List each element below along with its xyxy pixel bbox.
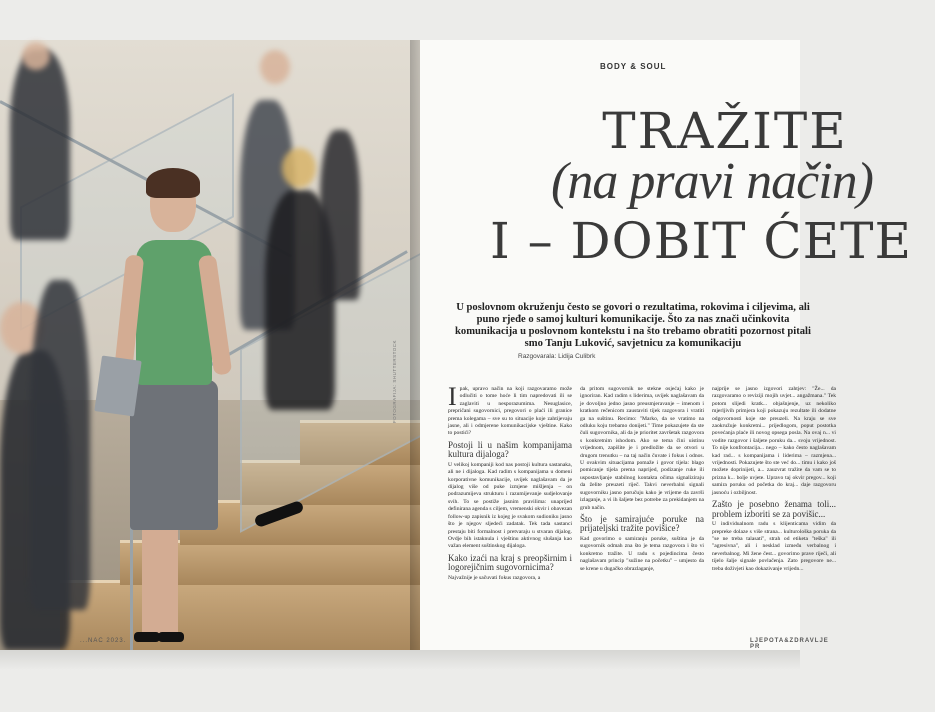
woman-shoe xyxy=(134,632,160,642)
page-footer-right: LJEPOTA&ZDRAVLJE PR xyxy=(750,638,829,650)
blurred-head xyxy=(22,42,50,70)
question-heading: Kako izaći na kraj s preopširnim i logorejičnim sugovornicima? xyxy=(448,552,572,573)
headline-line-2: (na pravi način) xyxy=(551,153,873,210)
blurred-person xyxy=(30,280,90,610)
woman-legs xyxy=(142,520,178,640)
paragraph: da pritom sugovornik ne stekne osjećaj kako je ignoriran. Kad radim s liderima, uvijek naglašavam da je dovoljno jedno jasno preusmjeravanje – imenom i kratkom rečenicom zaustaviti tijek razgovora i vratiti ga na suštinu. Recimo: "Marko, da se vratimo na odluku koju trebamo donijeti." Time pokazujete da ste čuli sugovornika, ali da je prioritet završetak razgovora s konkretnim ishodom. Ako se tema čini uistinu vrijednom, zapišite je i predložite da se otvori u drugom trenutku – na taj način čuvate i fokus i odnos. U ovakvim situacijama pomaže i govor tijela: blago pomicanje tijela prema naprijed, podizanje ruke ili uspostavljanje stabilnog kontakta očima signaliziraju da želite preuzeti riječ. Takvi neverbalni signali sugovorniku jasno poručuju kako je vrijeme da završi izlaganje, a vi ih šaljete bez potrebe za prekidanjem na grub način. xyxy=(580,386,704,511)
paragraph: pak, upravo način na koji razgovaramo može odlučiti o tome hoće li tim napredovati ili se zaglaviti u nesporazumima. Nesuglasice, prepričani sugovornici, pregovori o plaći ili granice prema kolegama – sve su to situacije koje zahtijevaju jasne, ali i odmjerene komunikacijske vještine. Kako to postići? xyxy=(448,386,572,437)
blurred-head xyxy=(260,50,290,84)
paragraph: najprije se jasno izgovori zahtjev: "Že... da razgovaramo o reviziji mojih uvjet... angažmana." Tek potom slijedi kratk... objašnjenje, uz nekoliko mjerljivih primjera koji pokazuju rezultate ili dodatne odgovornosti koje ste preuzeli. Na kraju se sve zaokružuje konkretni... prijedlogom, poput postotka povećanja plaće ili novog opsega posla. Na ovaj n... vi vodite razgovor i šaljete poruku da... svoju vrijednost. To nije konfrontacija... nego – kako često naglašavam kad rad... s kompanijama i liderima – razmjena... vrijednosti. Pokazujete što ste već do... timu i kako još možete doprinijeti, a... zauzvrat tražite da vam se to prizna k... bolje uvjete. Upravo taj okvir pregov... koji samira poruku od početka do kraj... daje razgovoru jasnoću i ozbiljnost. xyxy=(712,386,836,496)
paragraph: Najvažnije je sačuvati fokus razgovora, a xyxy=(448,574,541,581)
paragraph: U velikoj kompaniji kod nas postoji kultura sastanaka, ali ne i dijaloga. Kad radim s kompanijama u domeni korporativne komunikacije, uvijek naglašavam da je dijalog više od puke izmjene mišljenja – on podrazumijeva strukturu i razumijevanje sudjelovanje svih. To se postiže jasnim pravilima: unaprijed definirana agenda s ciljem, vremenski okvir i obavezan follow-up zapisnik iz kojeg je svakom sudioniku jasno što je njegov sljedeći zadatak. Tek tada sastanci prestaju biti formalnost i pretvaraju u stvaran dijalog. Ovdje bih istaknula i vještinu aktivnog slušanja kao važan element suštinskog dijaloga. xyxy=(448,461,572,550)
blurred-head xyxy=(282,148,316,188)
magazine-spread xyxy=(0,40,912,650)
woman-shoe xyxy=(158,632,184,642)
photo-page xyxy=(0,40,420,650)
article-column-3 xyxy=(712,386,836,576)
question-heading: Zašto je posebno ženama toli... problem izboriti se za povišic... xyxy=(712,499,836,519)
paragraph: U individualnom radu s klijenticama vidim da prepreke dolaze s više strana... kulturološka poruka da "se ne treba talasati", strah od etiketa "teška" ili "agresivna", ali i nesklad između verbalnog i neverbalnog. Mi žene čest... govorimo prave riječi, ali tijelo šalje signale povlačenja. Zato pregovore ne... treba doživjeti kao dokazivanje vrijedn... xyxy=(712,521,836,572)
blurred-person xyxy=(320,130,360,300)
article-column-1 xyxy=(448,382,572,585)
byline: Razgovarala: Lidija Culibrk xyxy=(518,353,596,360)
headline-line-1: TRAŽITE xyxy=(602,102,848,160)
woman-skirt xyxy=(130,380,218,530)
section-label: BODY & SOUL xyxy=(600,62,667,71)
article-column-2 xyxy=(580,386,704,576)
article-lead: U poslovnom okruženju često se govori o rezultatima, rokovima i ciljevima, ali puno rjeđe o samoj kulturi komunikacije. Što za nas znači učinkovita komunikacija u poslovnom kontekstu i na što trebamo obratiti pozornost pitali smo Tanju Luković, savjetnicu za komunikaciju xyxy=(455,302,811,349)
spread-shadow xyxy=(0,650,800,670)
article-page xyxy=(420,40,912,650)
paragraph: Kad govorimo o samiranju poruke, suština je da sugovornik odmah zna što je tema razgovora i što vi konkretno tražite. U radu s pojedincima često naglašavam princip "sužine na početku" – umjesto da se krene u dugačko obrazlaganje, xyxy=(580,535,704,572)
woman-hair xyxy=(146,168,200,198)
question-heading: Postoji li u našim kompanijama kultura dijaloga? xyxy=(448,439,572,460)
photo-credit: FOTOGRAFIJA: SHUTTERSTOCK xyxy=(392,340,397,424)
headline-line-3: I – DOBIT ĆETE xyxy=(490,212,912,270)
drop-cap: I xyxy=(448,382,457,411)
page-footer-left: ...NAC 2023. xyxy=(80,638,127,644)
blurred-person xyxy=(10,50,70,240)
folder xyxy=(94,355,141,416)
question-heading: Što je samirajuće poruke na prijateljski tražite povišice? xyxy=(580,513,704,534)
